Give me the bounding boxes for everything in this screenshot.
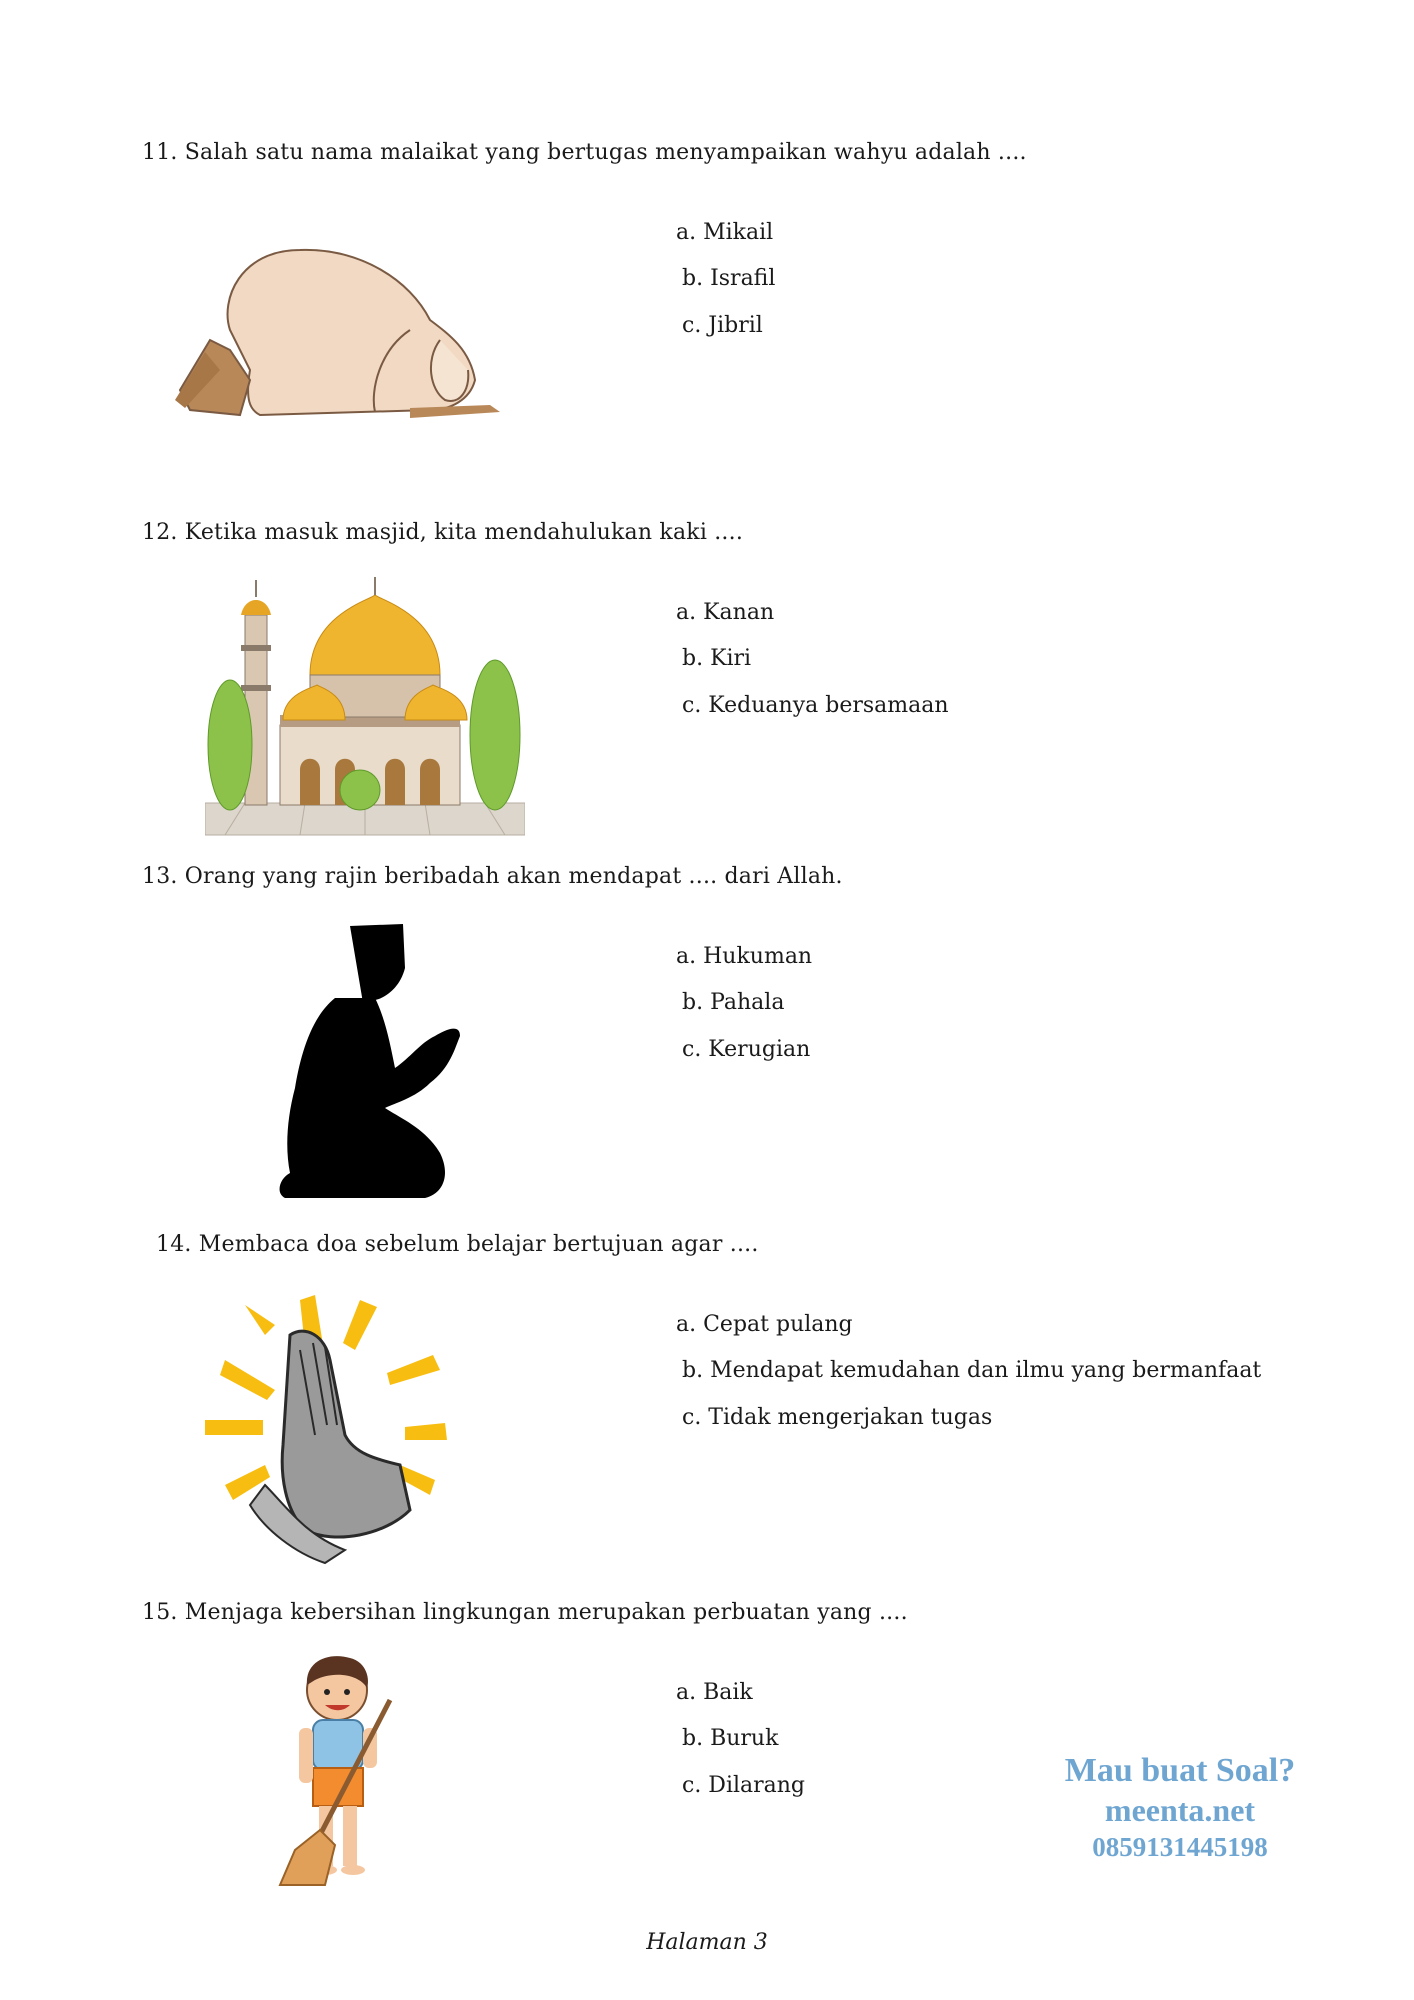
promo-phone-number: 0859131445198 <box>1092 1832 1268 1862</box>
question-11-option-b: b. Israfil <box>682 266 776 291</box>
boy-sweeping-icon <box>275 1650 425 1890</box>
question-12-option-c: c. Keduanya bersamaan <box>682 693 949 718</box>
promo-headline: Mau buat Soal? <box>1064 1752 1296 1789</box>
question-13-option-a: a. Hukuman <box>676 944 813 969</box>
question-11-option-a: a. Mikail <box>676 220 774 245</box>
prostrating-person-icon <box>170 240 510 430</box>
question-14-option-c: c. Tidak mengerjakan tugas <box>682 1405 993 1430</box>
praying-hands-icon <box>205 1295 465 1565</box>
mosque-icon <box>205 575 525 840</box>
question-14-option-b: b. Mendapat kemudahan dan ilmu yang bermanfaat <box>682 1358 1262 1383</box>
praying-silhouette-icon <box>275 918 475 1203</box>
question-13-option-b: b. Pahala <box>682 990 785 1015</box>
question-15-option-c: c. Dilarang <box>682 1773 806 1798</box>
question-12-option-b: b. Kiri <box>682 646 752 671</box>
question-11-option-c: c. Jibril <box>682 313 763 338</box>
question-13-text: 13. Orang yang rajin beribadah akan mendapat .... dari Allah. <box>142 864 843 889</box>
question-15-option-b: b. Buruk <box>682 1726 779 1751</box>
question-14-text: 14. Membaca doa sebelum belajar bertujuan agar .... <box>156 1232 759 1257</box>
question-13-option-c: c. Kerugian <box>682 1037 811 1062</box>
question-15-text: 15. Menjaga kebersihan lingkungan merupakan perbuatan yang .... <box>142 1600 908 1625</box>
promo-website-link[interactable]: meenta.net <box>1104 1792 1256 1828</box>
question-12-text: 12. Ketika masuk masjid, kita mendahulukan kaki .... <box>142 520 744 545</box>
question-12-option-a: a. Kanan <box>676 600 775 625</box>
question-14-option-a: a. Cepat pulang <box>676 1312 853 1337</box>
question-15-option-a: a. Baik <box>676 1680 753 1705</box>
question-11-text: 11. Salah satu nama malaikat yang bertugas menyampaikan wahyu adalah .... <box>142 140 1027 165</box>
page-number: Halaman 3 <box>646 1930 768 1955</box>
